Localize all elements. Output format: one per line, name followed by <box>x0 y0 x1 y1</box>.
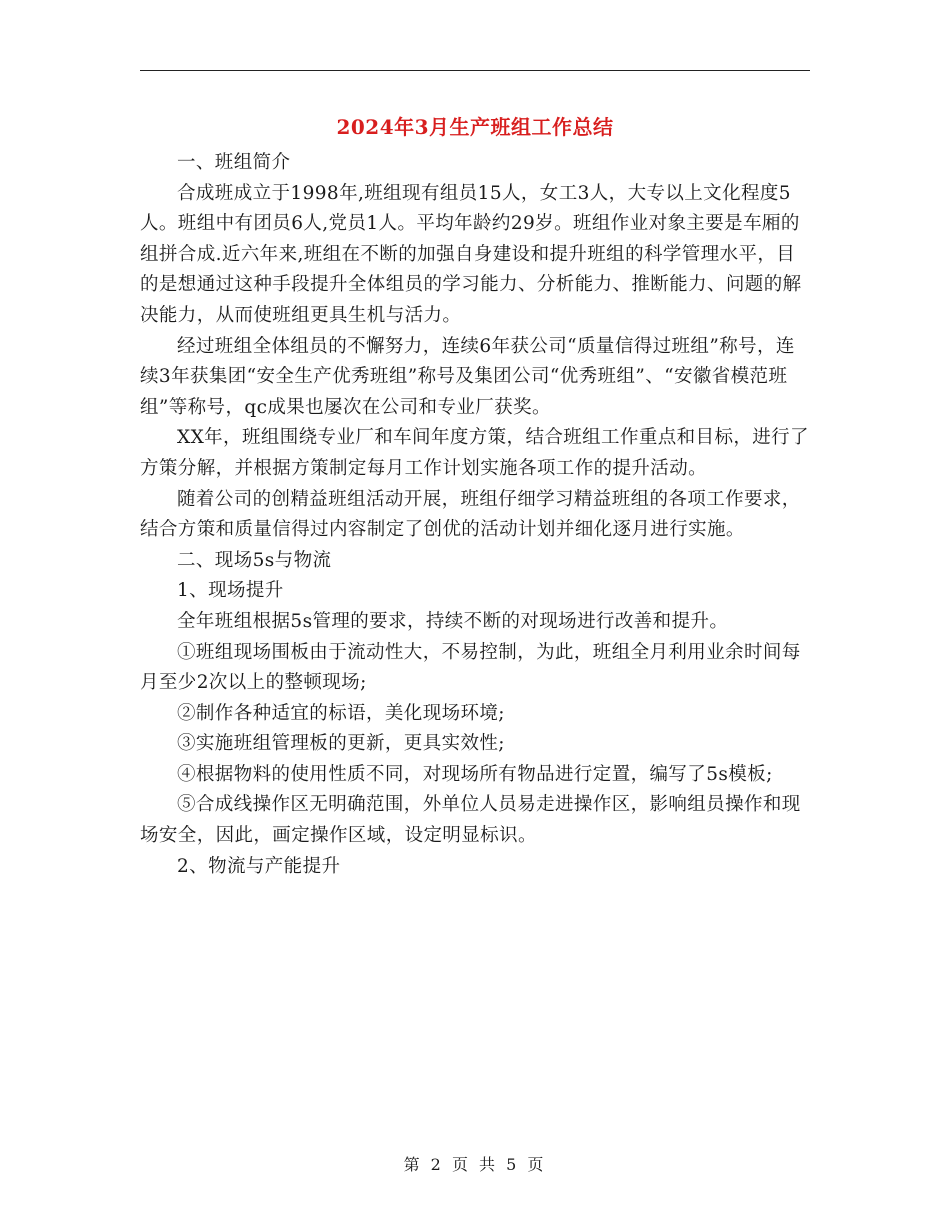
footer-total-pages: 5 <box>506 1155 520 1174</box>
paragraph: 全年班组根据5s管理的要求，持续不断的对现场进行改善和提升。 <box>177 610 729 632</box>
subsection-heading: 2、物流与产能提升 <box>177 855 341 877</box>
section-heading-5s: 二、现场5s与物流 <box>177 549 332 571</box>
footer-prefix: 第 <box>403 1155 423 1174</box>
list-item: ②制作各种适宜的标语，美化现场环境; <box>177 702 505 724</box>
paragraph: 合成班成立于1998年,班组现有组员15人，女工3人，大专以上文化程度5人。班组中有团员6人,党员1人。平均年龄约29岁。班组作业对象主要是车厢的组拼合成.近六年来,班组在不断的加强自身建设和提升班组的科学管理水平，目的是想通过这种手段提升全体组员的学习能力、分析能力、推断能力、问题的解决能力，从而使班组更具生机与活力。 <box>140 182 802 326</box>
subsection-heading: 1、现场提升 <box>177 580 284 602</box>
section-heading-intro: 一、班组简介 <box>177 152 291 173</box>
footer-current-page: 2 <box>430 1155 444 1174</box>
header-rule <box>140 70 810 71</box>
list-item: ⑤合成线操作区无明确范围，外单位人员易走进操作区，影响组员操作和现场安全，因此，画定操作区域，设定明显标识。 <box>140 794 801 847</box>
footer-middle: 页 共 <box>451 1155 499 1174</box>
document-title: 2024年3月生产班组工作总结 <box>336 115 614 139</box>
page-footer <box>0 1152 950 1175</box>
list-item: ④根据物料的使用性质不同，对现场所有物品进行定置，编写了5s模板; <box>177 763 773 785</box>
paragraph: XX年，班组围绕专业厂和车间年度方策，结合班组工作重点和目标，进行了方策分解，并根据方策制定每月工作计划实施各项工作的提升活动。 <box>140 427 809 479</box>
list-item: ①班组现场围板由于流动性大，不易控制，为此，班组全月利用业余时间每月至少2次以上的整顿现场; <box>140 641 801 694</box>
document-body <box>140 148 812 882</box>
paragraph: 随着公司的创精益班组活动开展，班组仔细学习精益班组的各项工作要求，结合方策和质量信得过内容制定了创优的活动计划并细化逐月进行实施。 <box>140 488 801 541</box>
list-item: ③实施班组管理板的更新，更具实效性; <box>177 733 505 755</box>
footer-suffix: 页 <box>527 1155 547 1174</box>
paragraph: 经过班组全体组员的不懈努力，连续6年获公司“质量信得过班组”称号，连续3年获集团“安全生产优秀班组”称号及集团公司“优秀班组”、“安徽省模范班组”等称号，qc成果也屡次在公司和专业厂获奖。 <box>140 335 795 418</box>
